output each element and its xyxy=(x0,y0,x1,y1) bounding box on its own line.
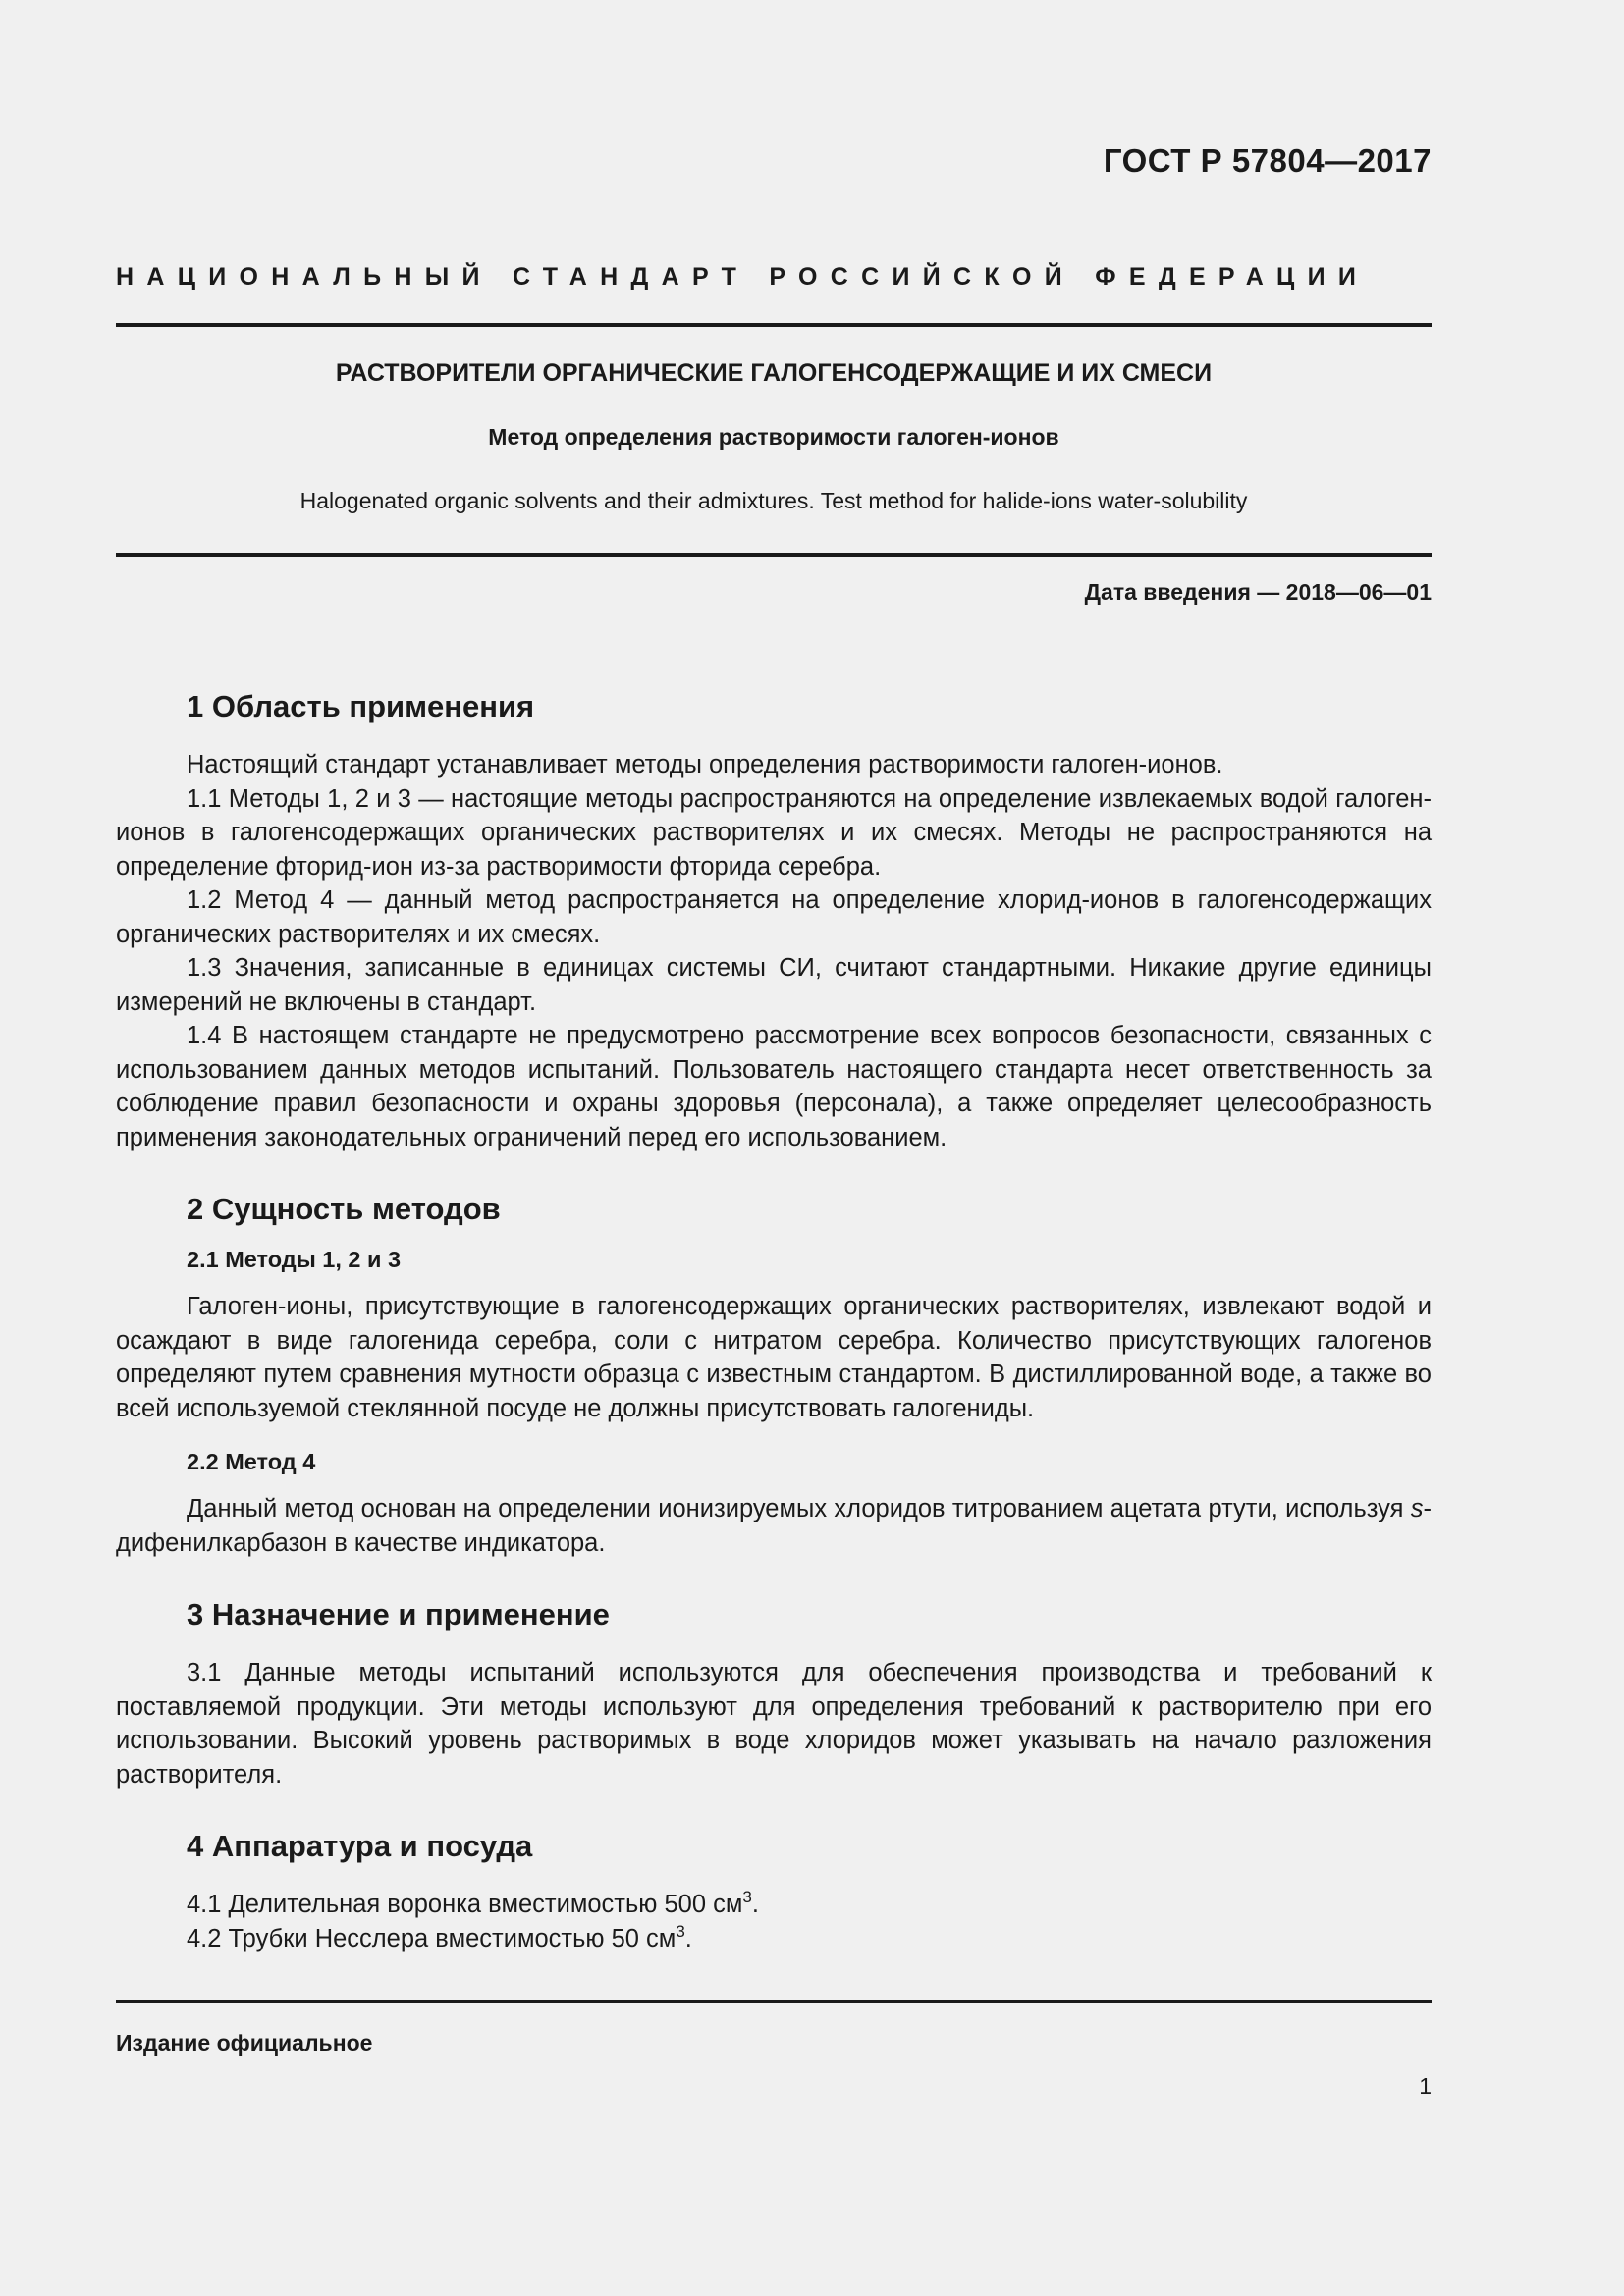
section-heading-2: 2 Сущность методов xyxy=(187,1192,501,1226)
paragraph-1-4: 1.4 В настоящем стандарте не предусмотрено рассмотрение всех вопросов безопасности, связанных с использованием данных методов испытаний. Пользователь настоящего стандарта несет ответственность за соблюдение правил безопасности и охраны здоровья (персонала), а также определяет целесообразность применения законодательных ограничений перед его использованием. xyxy=(116,1022,1432,1151)
page-number: 1 xyxy=(1419,2073,1432,2099)
top-rule xyxy=(116,323,1432,327)
subsection-heading-2-1: 2.1 Методы 1, 2 и 3 xyxy=(187,1247,402,1272)
document-subtitle: Метод определения растворимости галоген-ионов xyxy=(488,424,1059,450)
document-body xyxy=(116,687,1432,1955)
paragraph-2-1: Галоген-ионы, присутствующие в галогенсодержащих органических растворителях, извлекают водой и осаждают в виде галогенида серебра, соли с нитратом серебра. Количество присутствующих галогенов определяют путем сравнения мутности образца с известным стандартом. В дистиллированной воде, а также во всей используемой стеклянной посуде не должны присутствовать галогениды. xyxy=(116,1293,1432,1422)
title-rule xyxy=(116,553,1432,557)
paragraph-1-1: 1.1 Методы 1, 2 и 3 — настоящие методы распространяются на определение извлекаемых водой галоген-ионов в галогенсодержащих органических растворителях и их смесях. Методы не распространяются на определение фторид-ион из-за растворимости фторида серебра. xyxy=(116,784,1432,881)
footer-rule xyxy=(116,2000,1432,2003)
section-heading-4: 4 Аппаратура и посуда xyxy=(187,1829,533,1863)
section-heading-1: 1 Область применения xyxy=(187,689,535,723)
effective-date: Дата введения — 2018—06—01 xyxy=(1084,579,1432,605)
paragraph-4-1: 4.1 Делительная воронка вместимостью 500 $см^3$. xyxy=(187,1888,759,1918)
document-title: РАСТВОРИТЕЛИ ОРГАНИЧЕСКИЕ ГАЛОГЕНСОДЕРЖАЩИЕ И ИХ СМЕСИ xyxy=(335,359,1213,387)
national-standard-banner: НАЦИОНАЛЬНЫЙ СТАНДАРТ РОССИЙСКОЙ ФЕДЕРАЦИИ xyxy=(116,263,1370,291)
paragraph-2-2: Данный метод основан на определении ионизируемых хлоридов титрованием ацетата ртути, используя s-дифенилкарбазон в качестве индикатора. xyxy=(116,1495,1432,1557)
section-heading-3: 3 Назначение и применение xyxy=(187,1597,610,1631)
paragraph-1-intro: Настоящий стандарт устанавливает методы определения растворимости галоген-ионов. xyxy=(187,751,1223,778)
paragraph-1-3: 1.3 Значения, записанные в единицах системы СИ, считают стандартными. Никакие другие единицы измерений не включены в стандарт. xyxy=(116,954,1432,1016)
document-title-english: Halogenated organic solvents and their admixtures. Test method for halide-ions water-solubility xyxy=(299,488,1248,513)
paragraph-1-2: 1.2 Метод 4 — данный метод распространяется на определение хлорид-ионов в галогенсодержащих органических растворителях и их смесях. xyxy=(116,886,1432,948)
standard-code: ГОСТ Р 57804—2017 xyxy=(1103,142,1432,179)
paragraph-3-1: 3.1 Данные методы испытаний используются для обеспечения производства и требований к поставляемой продукции. Эти методы используют для определения требований к растворителю при его использовании. Высокий уровень растворимых в воде хлоридов может указывать на начало разложения растворителя. xyxy=(116,1659,1432,1789)
official-edition-label: Издание официальное xyxy=(116,2030,373,2056)
paragraph-4-2: 4.2 Трубки Несслера вместимостью 50 $см^3$. xyxy=(187,1921,692,1952)
subsection-heading-2-2: 2.2 Метод 4 xyxy=(187,1449,316,1474)
